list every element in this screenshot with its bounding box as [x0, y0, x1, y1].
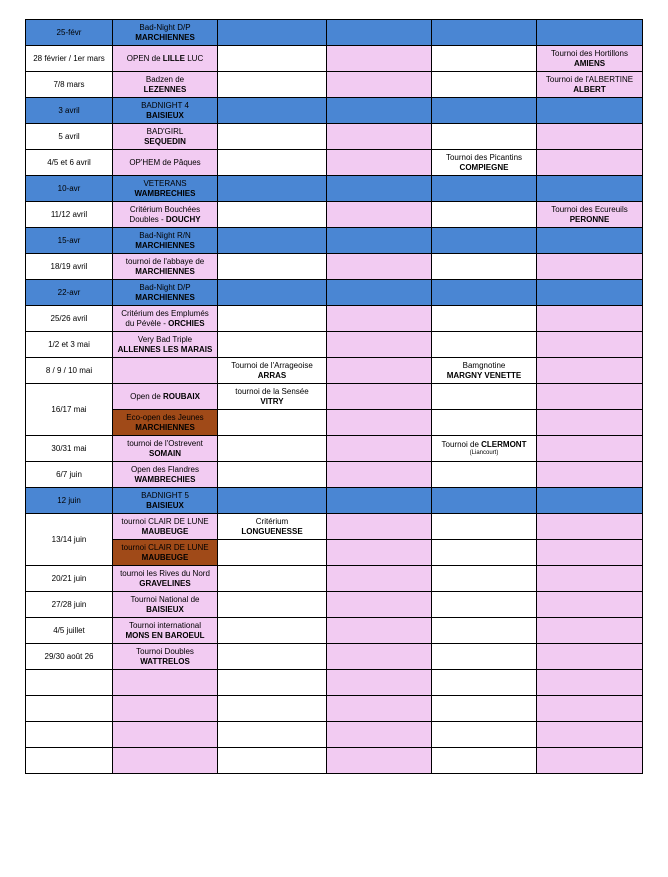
- event-cell: [327, 72, 432, 98]
- table-row: [26, 280, 643, 306]
- event-cell: [432, 306, 537, 332]
- event-cell: [218, 150, 327, 176]
- event-cell: [113, 722, 218, 748]
- cell-line: VITRY: [260, 396, 284, 406]
- event-cell: [113, 514, 218, 540]
- event-cell: [432, 332, 537, 358]
- cell-line: WAMBRECHIES: [134, 188, 196, 198]
- cell-line: Tournoi de l'Arrageoise: [231, 360, 313, 370]
- date-cell: 8 / 9 / 10 mai: [26, 358, 113, 384]
- cell-line: MARCHIENNES: [135, 422, 195, 432]
- cell-text: ROUBAIX: [163, 391, 200, 401]
- date-cell: [26, 748, 113, 774]
- event-cell: [218, 72, 327, 98]
- event-cell: [327, 228, 432, 254]
- event-cell: [218, 436, 327, 462]
- event-cell: [218, 644, 327, 670]
- event-cell: [537, 488, 643, 514]
- date-cell: [26, 696, 113, 722]
- event-cell: [537, 618, 643, 644]
- cell-line: WATTRELOS: [140, 656, 190, 666]
- event-cell: [113, 202, 218, 228]
- table-row: [26, 670, 643, 696]
- event-cell: [537, 696, 643, 722]
- table-row: [26, 150, 643, 176]
- event-cell: [432, 618, 537, 644]
- event-cell: [327, 462, 432, 488]
- event-cell: [432, 98, 537, 124]
- cell-line: MARCHIENNES: [135, 266, 195, 276]
- date-cell: 13/14 juin: [26, 514, 113, 566]
- event-cell: [218, 98, 327, 124]
- event-cell: [113, 462, 218, 488]
- event-cell: [537, 46, 643, 72]
- date-cell: 7/8 mars: [26, 72, 113, 98]
- event-cell: [218, 540, 327, 566]
- event-cell: [432, 254, 537, 280]
- event-cell: [432, 436, 537, 462]
- event-cell: [218, 514, 327, 540]
- cell-line: SOMAIN: [149, 448, 181, 458]
- cell-line: LEZENNES: [143, 84, 187, 94]
- cell-text: CLERMONT: [481, 440, 527, 449]
- event-cell: [537, 748, 643, 774]
- event-cell: [537, 358, 643, 384]
- cell-line: Tournoi des Picantins: [445, 152, 523, 162]
- date-cell: 4/5 juillet: [26, 618, 113, 644]
- event-cell: [218, 618, 327, 644]
- event-cell: [327, 280, 432, 306]
- date-cell: 12 juin: [26, 488, 113, 514]
- event-cell: [113, 280, 218, 306]
- event-cell: [113, 332, 218, 358]
- cell-line: MAUBEUGE: [141, 552, 189, 562]
- calendar-body: [26, 20, 643, 774]
- event-cell: [218, 696, 327, 722]
- cell-line: tournoi de la Sensée: [235, 386, 309, 396]
- cell-line: tournoi de l'abbaye de: [125, 256, 205, 266]
- event-cell: [113, 254, 218, 280]
- event-cell: [327, 332, 432, 358]
- event-cell: [327, 748, 432, 774]
- table-row: [26, 696, 643, 722]
- event-cell: [327, 46, 432, 72]
- event-cell: [432, 358, 537, 384]
- date-cell: 11/12 avril: [26, 202, 113, 228]
- cell-text: de Pâques: [160, 157, 201, 167]
- event-cell: [537, 254, 643, 280]
- cell-text: ORCHIES: [168, 318, 205, 328]
- date-cell: 20/21 juin: [26, 566, 113, 592]
- event-cell: [113, 384, 218, 410]
- cell-line: MARCHIENNES: [135, 292, 195, 302]
- date-cell: 29/30 août 26: [26, 644, 113, 670]
- cell-line: ALBERT: [573, 84, 606, 94]
- event-cell: [113, 306, 218, 332]
- event-cell: [218, 176, 327, 202]
- table-row: [26, 722, 643, 748]
- cell-line: WAMBRECHIES: [134, 474, 196, 484]
- event-cell: [537, 384, 643, 410]
- event-cell: [327, 618, 432, 644]
- cell-line: BADNIGHT 5: [141, 490, 189, 500]
- cell-text: Doubles -: [129, 214, 166, 224]
- date-cell: 28 février / 1er mars: [26, 46, 113, 72]
- table-row: [26, 306, 643, 332]
- event-cell: [113, 150, 218, 176]
- event-cell: [537, 670, 643, 696]
- event-cell: [432, 20, 537, 46]
- event-cell: [327, 20, 432, 46]
- event-cell: [218, 384, 327, 410]
- event-cell: [218, 124, 327, 150]
- cell-line: [115, 158, 215, 168]
- cell-text: Tournoi de: [441, 440, 482, 449]
- event-cell: [432, 384, 537, 410]
- event-cell: [432, 410, 537, 436]
- cell-line: PERONNE: [569, 214, 610, 224]
- cell-line: (Liancourt): [469, 450, 499, 456]
- event-cell: [537, 540, 643, 566]
- event-cell: [327, 176, 432, 202]
- event-cell: [218, 46, 327, 72]
- event-cell: [432, 644, 537, 670]
- cell-line: Eco-open des Jeunes: [126, 412, 204, 422]
- cell-line: Bad-Night R/N: [139, 230, 191, 240]
- cell-line: Very Bad Triple: [137, 334, 193, 344]
- event-cell: [113, 228, 218, 254]
- cell-line: tournoi de l'Ostrevent: [127, 438, 203, 448]
- cell-line: Bad-Night D/P: [139, 22, 191, 32]
- event-cell: [327, 644, 432, 670]
- cell-line: Tournoi de l'ALBERTINE: [545, 74, 634, 84]
- event-cell: [327, 670, 432, 696]
- event-cell: [327, 150, 432, 176]
- event-cell: [537, 150, 643, 176]
- event-cell: [218, 488, 327, 514]
- table-row: [26, 540, 643, 566]
- date-cell: 5 avril: [26, 124, 113, 150]
- event-cell: [537, 462, 643, 488]
- event-cell: [537, 722, 643, 748]
- event-cell: [113, 670, 218, 696]
- event-cell: [327, 98, 432, 124]
- event-cell: [327, 306, 432, 332]
- event-cell: [218, 20, 327, 46]
- cell-line: Open des Flandres: [130, 464, 200, 474]
- table-row: [26, 20, 643, 46]
- table-row: [26, 228, 643, 254]
- cell-line: MARCHIENNES: [135, 240, 195, 250]
- cell-text: OP'HEM: [129, 157, 161, 167]
- table-row: [26, 618, 643, 644]
- table-row: [26, 436, 643, 462]
- event-cell: [327, 410, 432, 436]
- event-cell: [432, 488, 537, 514]
- event-cell: [432, 72, 537, 98]
- event-cell: [113, 540, 218, 566]
- date-cell: 18/19 avril: [26, 254, 113, 280]
- table-row: [26, 72, 643, 98]
- date-cell: 4/5 et 6 avril: [26, 150, 113, 176]
- cell-line: Bamgnotine: [462, 360, 506, 370]
- event-cell: [327, 696, 432, 722]
- event-cell: [327, 124, 432, 150]
- cell-line: MAUBEUGE: [141, 526, 189, 536]
- event-cell: [537, 124, 643, 150]
- cell-line: Bad-Night D/P: [139, 282, 191, 292]
- event-cell: [218, 748, 327, 774]
- table-row: [26, 592, 643, 618]
- event-cell: [113, 72, 218, 98]
- table-row: [26, 384, 643, 410]
- cell-line: Critérium des Emplumés: [121, 308, 209, 318]
- event-cell: [113, 566, 218, 592]
- event-cell: [537, 566, 643, 592]
- event-cell: [537, 644, 643, 670]
- cell-line: MARGNY VENETTE: [446, 370, 522, 380]
- event-cell: [327, 592, 432, 618]
- event-cell: [113, 20, 218, 46]
- event-cell: [218, 254, 327, 280]
- cell-line: LONGUENESSE: [241, 526, 303, 536]
- cell-line: SEQUEDIN: [144, 136, 186, 146]
- date-cell: 6/7 juin: [26, 462, 113, 488]
- cell-line: BAD'GIRL: [146, 126, 184, 136]
- date-cell: 22-avr: [26, 280, 113, 306]
- table-row: [26, 488, 643, 514]
- event-cell: [537, 228, 643, 254]
- cell-line: Critérium: [255, 516, 289, 526]
- event-cell: [432, 696, 537, 722]
- event-cell: [327, 488, 432, 514]
- cell-line: BAISIEUX: [146, 500, 184, 510]
- cell-line: Badzen de: [145, 74, 185, 84]
- event-cell: [327, 566, 432, 592]
- cell-line: Tournoi international: [128, 620, 202, 630]
- cell-text: Open de: [130, 391, 164, 401]
- cell-line: Tournoi National de: [130, 594, 200, 604]
- event-cell: [537, 176, 643, 202]
- cell-text: DOUCHY: [165, 214, 201, 224]
- cell-line: [434, 440, 534, 450]
- cell-line: BAISIEUX: [146, 110, 184, 120]
- event-cell: [113, 358, 218, 384]
- cell-line: MARCHIENNES: [135, 32, 195, 42]
- event-cell: [432, 592, 537, 618]
- date-cell: [26, 670, 113, 696]
- event-cell: [218, 202, 327, 228]
- event-cell: [432, 462, 537, 488]
- date-cell: 1/2 et 3 mai: [26, 332, 113, 358]
- event-cell: [113, 124, 218, 150]
- event-cell: [218, 228, 327, 254]
- cell-text: du Pévèle -: [125, 318, 169, 328]
- event-cell: [537, 332, 643, 358]
- cell-text: OPEN de: [126, 53, 163, 63]
- table-row: [26, 202, 643, 228]
- table-row: [26, 124, 643, 150]
- cell-line: Critérium Bouchées: [129, 204, 201, 214]
- cell-line: tournoi CLAIR DE LUNE: [121, 542, 209, 552]
- event-cell: [218, 670, 327, 696]
- date-cell: [26, 722, 113, 748]
- event-cell: [218, 280, 327, 306]
- event-cell: [113, 46, 218, 72]
- event-cell: [327, 540, 432, 566]
- table-row: [26, 644, 643, 670]
- event-cell: [432, 46, 537, 72]
- date-cell: 15-avr: [26, 228, 113, 254]
- table-row: [26, 254, 643, 280]
- cell-line: COMPIEGNE: [459, 162, 509, 172]
- cell-line: Tournoi des Hortillons: [551, 48, 628, 58]
- cell-line: [115, 392, 215, 402]
- event-cell: [327, 358, 432, 384]
- event-cell: [218, 306, 327, 332]
- cell-text: LUC: [185, 53, 204, 63]
- event-cell: [327, 514, 432, 540]
- table-row: [26, 98, 643, 124]
- cell-line: AMIENS: [573, 58, 606, 68]
- event-cell: [537, 306, 643, 332]
- event-cell: [432, 566, 537, 592]
- event-cell: [113, 644, 218, 670]
- cell-line: ALLENNES LES MARAIS: [117, 344, 213, 354]
- event-cell: [113, 410, 218, 436]
- event-cell: [537, 20, 643, 46]
- cell-line: [115, 54, 215, 64]
- event-cell: [432, 748, 537, 774]
- event-cell: [537, 72, 643, 98]
- event-cell: [113, 592, 218, 618]
- cell-line: BAISIEUX: [146, 604, 184, 614]
- cell-line: [115, 319, 215, 329]
- table-row: [26, 358, 643, 384]
- event-cell: [537, 514, 643, 540]
- event-cell: [218, 592, 327, 618]
- event-cell: [432, 280, 537, 306]
- date-cell: 27/28 juin: [26, 592, 113, 618]
- event-cell: [327, 254, 432, 280]
- event-cell: [113, 98, 218, 124]
- date-cell: 16/17 mai: [26, 384, 113, 436]
- table-row: [26, 514, 643, 540]
- table-row: [26, 46, 643, 72]
- cell-line: Tournoi Doubles: [136, 646, 194, 656]
- cell-line: MONS EN BAROEUL: [125, 630, 205, 640]
- event-cell: [327, 722, 432, 748]
- event-cell: [432, 150, 537, 176]
- date-cell: 25/26 avril: [26, 306, 113, 332]
- event-cell: [537, 280, 643, 306]
- event-cell: [537, 98, 643, 124]
- event-cell: [113, 488, 218, 514]
- table-row: [26, 566, 643, 592]
- cell-line: Tournoi des Ecureuils: [551, 204, 628, 214]
- event-cell: [218, 566, 327, 592]
- event-cell: [218, 358, 327, 384]
- event-cell: [537, 202, 643, 228]
- cell-text: LILLE: [162, 53, 185, 63]
- event-cell: [537, 436, 643, 462]
- event-cell: [537, 592, 643, 618]
- event-cell: [432, 228, 537, 254]
- event-cell: [432, 124, 537, 150]
- event-cell: [327, 202, 432, 228]
- table-row: [26, 332, 643, 358]
- event-cell: [113, 748, 218, 774]
- cell-line: tournoi les Rives du Nord: [120, 568, 210, 578]
- cell-line: [115, 215, 215, 225]
- event-cell: [432, 722, 537, 748]
- event-cell: [113, 696, 218, 722]
- event-cell: [432, 670, 537, 696]
- event-cell: [432, 176, 537, 202]
- cell-line: ARRAS: [257, 370, 287, 380]
- event-cell: [218, 332, 327, 358]
- cell-line: BADNIGHT 4: [141, 100, 189, 110]
- event-cell: [218, 462, 327, 488]
- table-row: [26, 748, 643, 774]
- cell-line: VETERANS: [143, 178, 187, 188]
- date-cell: 3 avril: [26, 98, 113, 124]
- event-cell: [432, 202, 537, 228]
- event-cell: [113, 176, 218, 202]
- event-cell: [218, 410, 327, 436]
- event-cell: [327, 436, 432, 462]
- event-cell: [113, 618, 218, 644]
- event-cell: [113, 436, 218, 462]
- date-cell: 10-avr: [26, 176, 113, 202]
- event-cell: [432, 540, 537, 566]
- table-row: [26, 176, 643, 202]
- cell-line: GRAVELINES: [139, 578, 191, 588]
- table-row: [26, 462, 643, 488]
- date-cell: 30/31 mai: [26, 436, 113, 462]
- event-cell: [327, 384, 432, 410]
- event-cell: [432, 514, 537, 540]
- date-cell: 25-févr: [26, 20, 113, 46]
- cell-line: tournoi CLAIR DE LUNE: [121, 516, 209, 526]
- event-cell: [537, 410, 643, 436]
- table-row: [26, 410, 643, 436]
- tournament-calendar-table: [25, 19, 643, 774]
- event-cell: [218, 722, 327, 748]
